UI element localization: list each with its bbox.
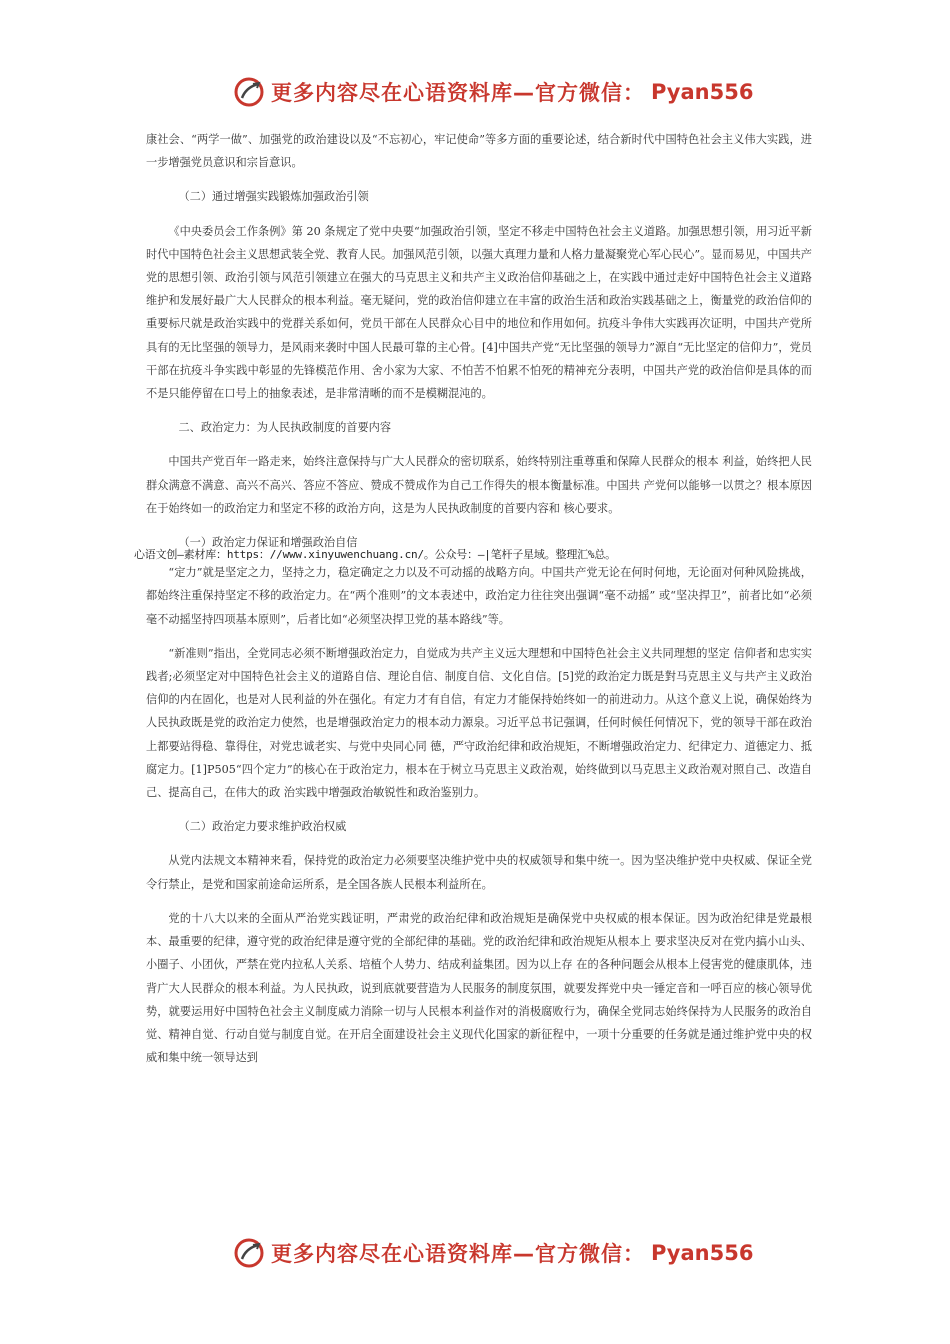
banner-text: 更多内容尽在心语资料库—官方微信： — [271, 1242, 645, 1266]
wechat-id: Pyan556 — [651, 1241, 754, 1265]
section-heading: 二、政治定力：为人民执政制度的首要内容 — [178, 421, 392, 435]
footer-banner — [233, 1235, 753, 1271]
document-body — [134, 128, 812, 1080]
watermark-line: 心语文创—素材库：https：//www.xinyuwenchuang.cn/。公众号：—|笔杆子星域。整理汇%总。 — [134, 548, 616, 562]
banner-text: 更多内容尽在心语资料库—官方微信： — [271, 81, 645, 105]
header-banner — [233, 74, 753, 110]
section-heading: （一）政治定力保证和增强政治自信 — [178, 536, 358, 550]
paragraph: 康社会、“两学一做”、加强党的政治建设以及“不忘初心，牢记使命”等多方面的重要论述，结合新时代中国特色社会主义伟大实践，进一步增强党员意识和宗旨意识。 — [146, 133, 812, 170]
paragraph: 从党内法规文本精神来看，保持党的政治定力必须要坚决维护党中央的权威领导和集中统一。因为坚决维护党中央权威、保证全党令行禁止，是党和国家前途命运所系，是全国各族人民根本利益所在。 — [146, 854, 812, 891]
paragraph: 中国共产党百年一路走来，始终注意保持与广大人民群众的密切联系，始终特别注重尊重和保障人民群众的根本 利益，始终把人民群众满意不满意、高兴不高兴、答应不答应、赞成不赞成作为自己工作得失的根本衡量标准。中国共 产党何以能够一以贯之？根本原因在于始终如一的政治定力和坚定不移的政治方向，这是为人民执政制度的首要内容和 核心要求。 — [146, 455, 812, 515]
logo-icon — [233, 76, 265, 108]
paragraph: 党的十八大以来的全面从严治党实践证明，严肃党的政治纪律和政治规矩是确保党中央权威的根本保证。因为政治纪律是党最根本、最重要的纪律，遵守党的政治纪律是遵守党的全部纪律的基础。党的政治纪律和政治规矩从根本上 要求坚决反对在党内搞小山头、小圈子、小团伙，严禁在党内拉私人关系、培植个人势力、结成利益集团。因为以上存 在的各种问题会从根本上侵害党的健康肌体，违背广大人民群众的根本利益。为人民执政，说到底就要营造为人民服务的制度氛围，就要发挥党中央一锤定音和一呼百应的核心领导优势，就要运用好中国特色社会主义制度威力消除一切与人民根本利益作对的消极腐败行为，确保全党同志始终保持为人民服务的政治自觉、精神自觉、行动自觉与制度自觉。在开启全面建设社会主义现代化国家的新征程中，一项十分重要的任务就是通过维护党中央的权威和集中统一领导达到 — [146, 911, 812, 1065]
paragraph: 《中央委员会工作条例》第 20 条规定了党中央要“加强政治引领，坚定不移走中国特色社会主义道路。加强思想引领，用习近平新时代中国特色社会主义思想武装全党、教育人民。加强风范引领，以强大真理力量和人格力量凝聚党心军心民心”。显而易见，中国共产党的思想引领、政治引领与风范引领建立在强大的马克思主义和共产主义政治信仰基础之上，在实践中通过走好中国特色社会主义道路维护和发展好最广大人民群众的根本利益。毫无疑问，党的政治信仰建立在丰富的政治生活和政治实践基础之上，衡量党的政治信仰的重要标尺就是政治实践中的党群关系如何，党员干部在人民群众心目中的地位和作用如何。抗疫斗争伟大实践再次证明，中国共产党所具有的无比坚强的领导力，是风雨来袭时中国人民最可靠的主心骨。[4]中国共产党“无比坚强的领导力”源自“无比坚定的信仰力”，党员干部在抗疫斗争实践中彰显的先锋模范作用、舍小家为大家、不怕苦不怕累不怕死的精神充分表明，中国共产党的政治信仰是具体的而不是只能停留在口号上的抽象表述，是非常清晰的而不是模糊混沌的。 — [146, 224, 812, 401]
paragraph: “定力”就是坚定之力，坚持之力，稳定确定之力以及不可动摇的战略方向。中国共产党无论在何时何地，无论面对何种风险挑战，都始终注重保持坚定不移的政治定力。在“两个准则”的文本表述中，政治定力往往突出强调“毫不动摇” 或“坚决捍卫”，前者比如“必须毫不动摇坚持四项基本原则”，后者比如“必须坚决捍卫党的基本路线”等。 — [146, 566, 812, 626]
logo-icon — [233, 1237, 265, 1269]
wechat-id: Pyan556 — [651, 80, 754, 104]
paragraph: “新准则”指出，全党同志必须不断增强政治定力，自觉成为共产主义远大理想和中国特色社会主义共同理想的坚定 信仰者和忠实实践者;必须坚定对中国特色社会主义的道路自信、理论自信、制度自信、文化自信。[5]党的政治定力既是對马克思主义与共产主义政治信仰的内在固化，也是对人民利益的外在强化。有定力才有自信，有定力才能保持始终如一的前进动力。从这个意义上说，确保始终为人民执政既是党的政治定力使然，也是增强政治定力的根本动力源泉。习近平总书记强调，任何时候任何情况下，党的领导干部在政治上都要站得稳、靠得住，对党忠诚老实、与党中央同心同 德，严守政治纪律和政治规矩，不断增强政治定力、纪律定力、道德定力、抵腐定力。[1]P505“四个定力”的核心在于政治定力，根本在于树立马克思主义政治观，始终做到以马克思主义政治观对照自己、改造自己、提高自己，在伟大的政 治实践中增强政治敏锐性和政治鉴别力。 — [146, 646, 812, 800]
section-heading: （二）通过增强实践锻炼加强政治引领 — [178, 190, 369, 204]
section-heading: （二）政治定力要求维护政治权威 — [178, 820, 347, 834]
